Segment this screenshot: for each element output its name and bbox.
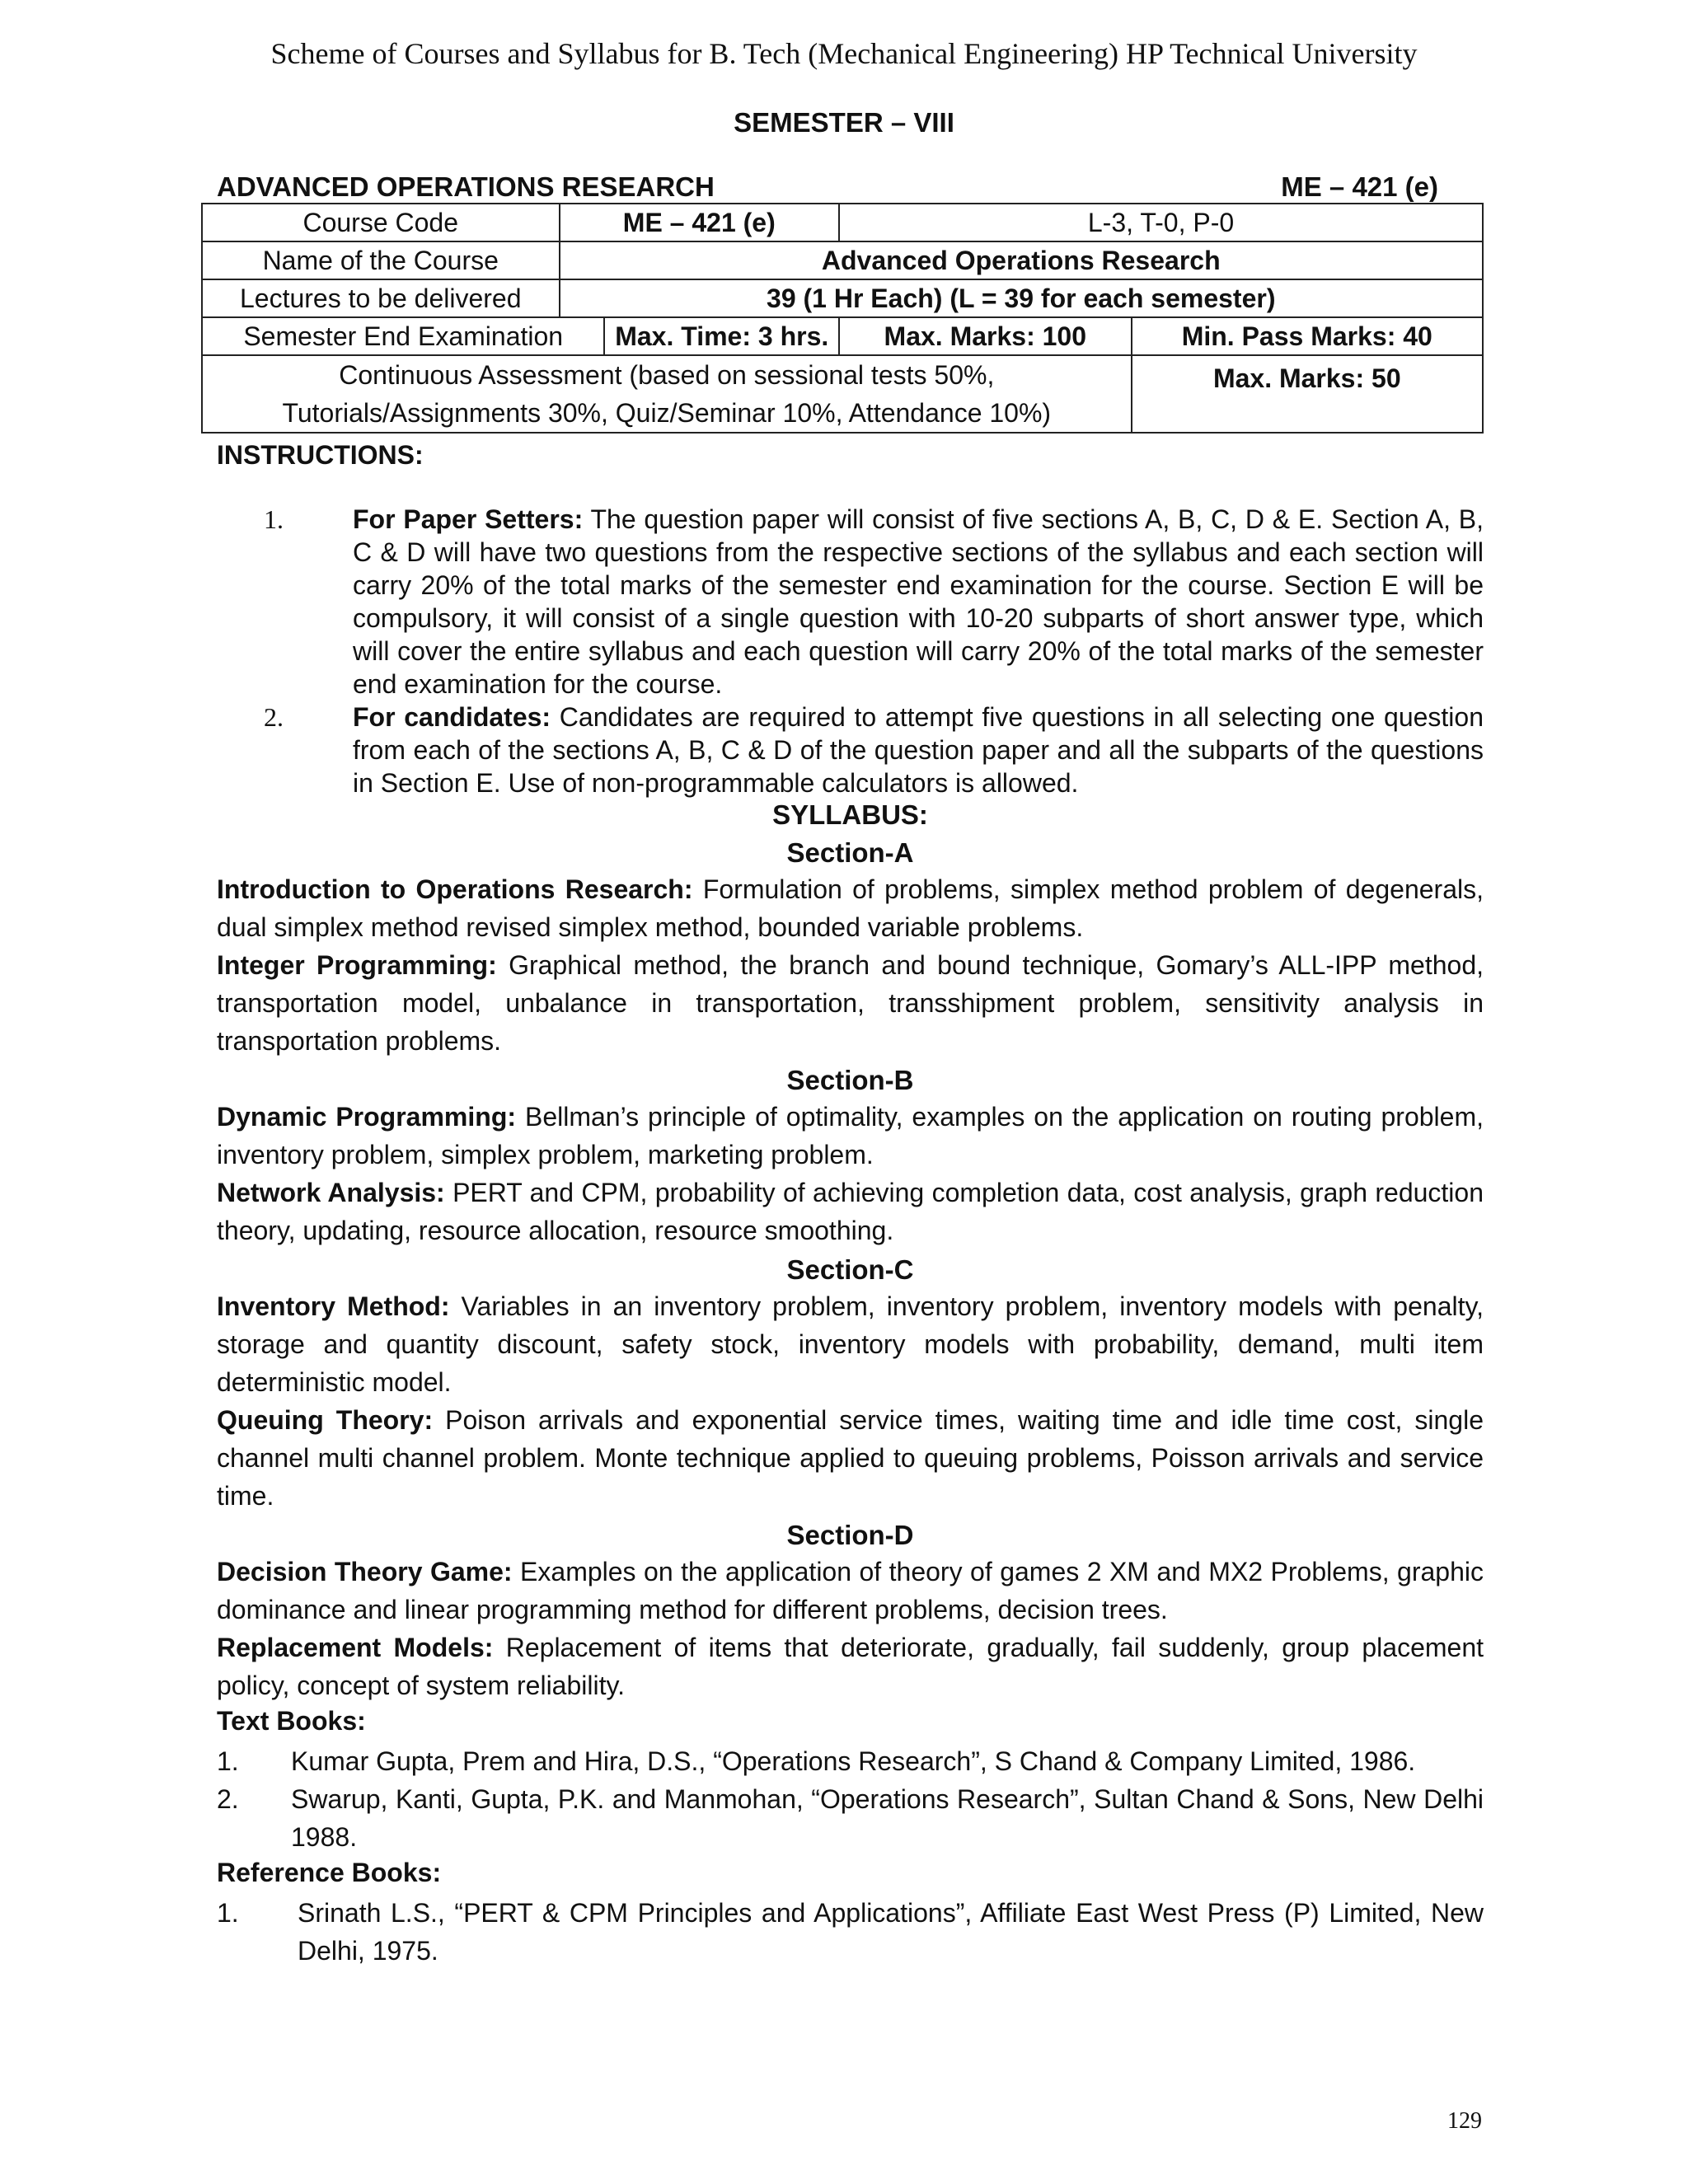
ltp-value: L-3, T-0, P-0 [839,204,1483,241]
ca-line-1: Continuous Assessment (based on sessional tests 50%, [339,360,995,390]
table-row [202,279,1483,317]
topic-label: Decision Theory Game: [217,1557,513,1586]
item-label: For Paper Setters: [353,504,584,534]
topic-paragraph: Introduction to Operations Research: Formulation of problems, simplex method problem of degenerals, dual simplex method revised simplex method, bounded variable problems. [217,874,1484,942]
page-header: Scheme of Courses and Syllabus for B. Tech (Mechanical Engineering) HP Technical University [270,37,1418,70]
instructions-heading: INSTRUCTIONS: [217,440,424,470]
min-pass-marks: Min. Pass Marks: 40 [1132,317,1483,355]
continuous-assessment [202,355,1132,433]
course-info-table [201,203,1484,434]
item-text: For candidates: Candidates are required to attempt five questions in all selecting one question from each of the sections A, B, C & D of the question paper and all the subparts of the questions in Section E. Use of non-programmable calculators is allowed. [353,702,1484,798]
topic-label: Dynamic Programming: [217,1102,517,1132]
item-number: 1. [264,504,284,534]
topic-paragraph: Network Analysis: PERT and CPM, probability of achieving completion data, cost analysis, graph reduction theory, updating, resource allocation, resource smoothing. [217,1178,1484,1245]
course-name-value: Advanced Operations Research [560,241,1484,279]
list-item [264,701,1484,799]
section-heading: Section-A [786,837,914,868]
section-heading: Section-D [786,1520,914,1550]
text-books-heading: Text Books: [217,1706,366,1736]
topic-paragraph: Integer Programming: Graphical method, the branch and bound technique, Gomary’s ALL-IPP method, transportation model, unbalance in transportation, transshipment problem, sensitivity analysis in transportation problems. [217,950,1484,1056]
course-code-value: ME – 421 (e) [560,204,840,241]
topic-label: Inventory Method: [217,1291,450,1321]
page-number: 129 [1447,2108,1482,2134]
list-item [217,1742,1484,1780]
table-row [202,241,1483,279]
semester-heading: SEMESTER – VIII [734,107,954,138]
topic-paragraph: Queuing Theory: Poison arrivals and exponential service times, waiting time and idle time cost, single channel multi channel problem. Monte technique applied to queuing problems, Poisson arrivals and service time. [217,1405,1484,1511]
section-heading: Section-B [786,1065,914,1095]
topic-label: Replacement Models: [217,1633,494,1662]
table-row [202,204,1483,241]
topic-paragraph: Replacement Models: Replacement of items that deteriorate, gradually, fail suddenly, group placement policy, concept of system reliability. [217,1633,1484,1700]
table-row [202,317,1483,355]
item-number: 2. [264,702,284,732]
book-text: Srinath L.S., “PERT & CPM Principles and Applications”, Affiliate East West Press (P) Limited, New Delhi, 1975. [298,1898,1484,1966]
course-code: ME – 421 (e) [1281,171,1438,202]
lectures-value: 39 (1 Hr Each) (L = 39 for each semester) [560,279,1484,317]
course-name-label: Name of the Course [202,241,560,279]
list-item [264,503,1484,701]
section-heading: Section-C [786,1254,914,1285]
exam-label: Semester End Examination [202,317,604,355]
item-number: 1. [217,1898,239,1928]
topic-paragraph: Decision Theory Game: Examples on the application of theory of games 2 XM and MX2 Problems, graphic dominance and linear programming method for different problems, decision trees. [217,1557,1484,1624]
reference-books-heading: Reference Books: [217,1858,442,1887]
topic-label: Integer Programming: [217,950,497,980]
topic-paragraph: Inventory Method: Variables in an inventory problem, inventory problem, inventory models with penalty, storage and quantity discount, safety stock, inventory models with probability, demand, multi item deterministic model. [217,1291,1484,1397]
list-item [217,1894,1484,1970]
course-title: ADVANCED OPERATIONS RESEARCH [217,171,715,202]
book-text: Kumar Gupta, Prem and Hira, D.S., “Operations Research”, S Chand & Company Limited, 1986. [291,1746,1416,1776]
ca-max-marks: Max. Marks: 50 [1132,355,1483,433]
ca-line-2: Tutorials/Assignments 30%, Quiz/Seminar 10%, Attendance 10%) [282,398,1052,428]
lectures-label: Lectures to be delivered [202,279,560,317]
book-text: Swarup, Kanti, Gupta, P.K. and Manmohan, “Operations Research”, Sultan Chand & Sons, New Delhi 1988. [291,1784,1484,1852]
topic-label: Introduction to Operations Research: [217,874,693,904]
syllabus-heading: SYLLABUS: [772,799,928,830]
item-label: For candidates: [353,702,551,732]
table-row [202,355,1483,433]
topic-label: Queuing Theory: [217,1405,434,1435]
item-number: 1. [217,1746,239,1776]
topic-paragraph: Dynamic Programming: Bellman’s principle of optimality, examples on the application on routing problem, inventory problem, simplex problem, marketing problem. [217,1102,1484,1169]
max-time: Max. Time: 3 hrs. [604,317,839,355]
item-text: For Paper Setters: The question paper will consist of five sections A, B, C, D & E. Section A, B, C & D will have two questions from the respective sections of the syllabus and each section will carry 20% of the total marks of the semester end examination for the course. Section E will be compulsory, it will consist of a single question with 10-20 subparts of short answer type, which will cover the entire syllabus and each question will carry 20% of the total marks of the semester end examination for the course. [353,504,1484,699]
item-number: 2. [217,1784,239,1814]
course-title-row [217,171,1438,203]
course-code-label: Course Code [202,204,560,241]
max-marks: Max. Marks: 100 [839,317,1132,355]
list-item [217,1780,1484,1856]
topic-label: Network Analysis: [217,1178,445,1207]
